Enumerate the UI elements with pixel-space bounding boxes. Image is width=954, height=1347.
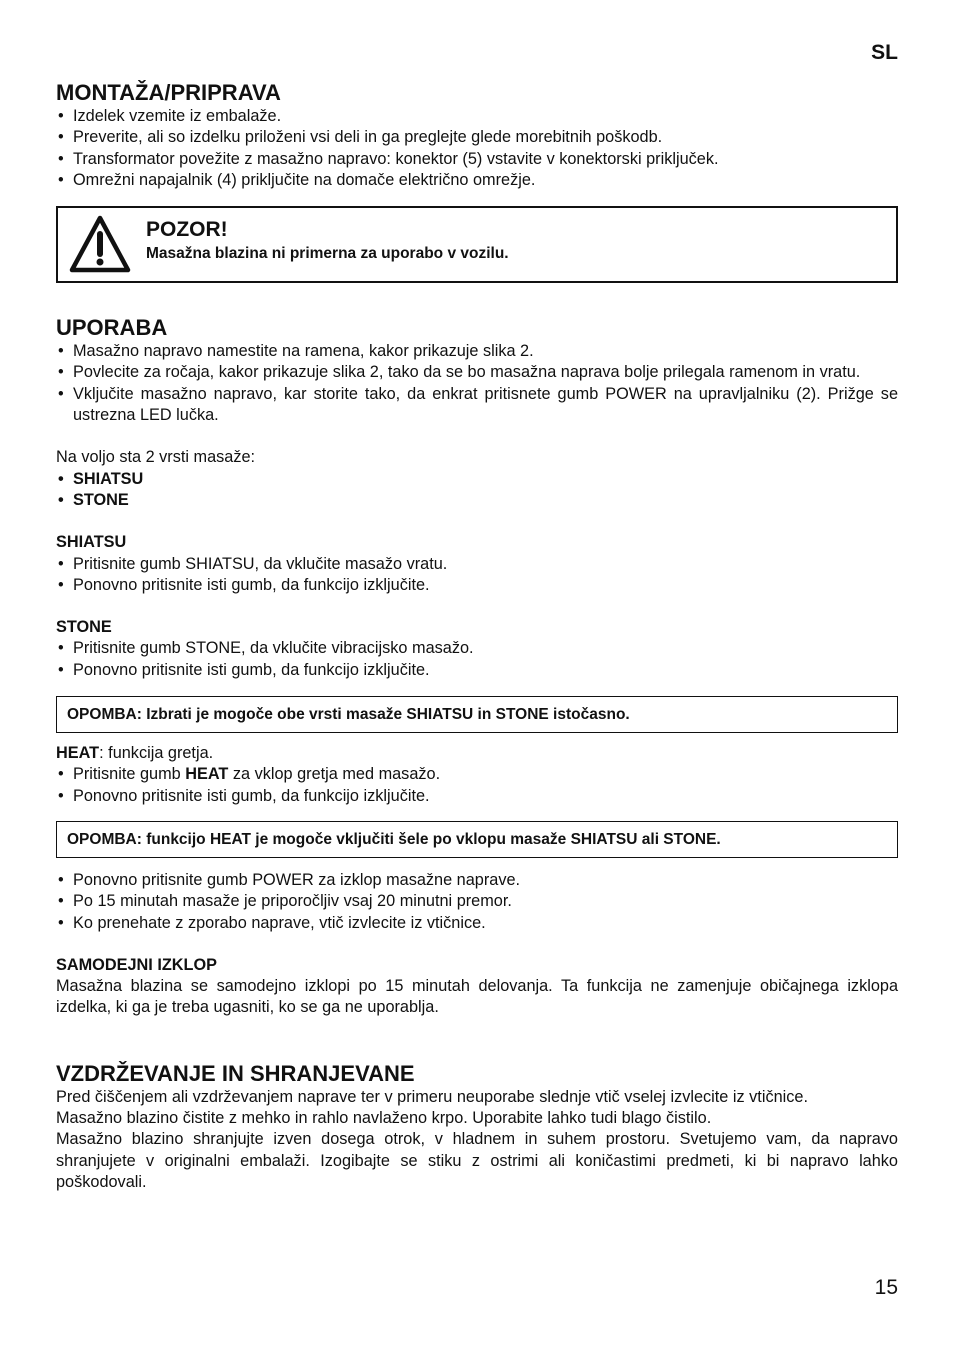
list-item: • Po 15 minutah masaže je priporočljiv vsaj 20 minutni premor.: [56, 891, 898, 912]
page-number: 15: [874, 1276, 898, 1299]
vzdrzevanje-p3: Masažno blazino shranjujte izven dosega otrok, v hladnem in suhem prostoru. Svetujemo vam, da napravo shranjujete v originalni embalaži. Izogibajte se stiku z ostrimi ali koničastimi predmeti, ki bi napravo lahko poškodovali.: [56, 1130, 898, 1191]
list-item: • Ponovno pritisnite isti gumb, da funkcijo izključite.: [56, 575, 898, 596]
stone-list: [56, 638, 898, 681]
list-item: • Ponovno pritisnite isti gumb, da funkcijo izključite.: [56, 786, 898, 807]
uporaba-list: [56, 341, 898, 426]
samodejni-text: Masažna blazina se samodejno izklopi po 15 minutah delovanja. Ta funkcija ne zamenjuje običajnega izklopa izdelka, ki ga je treba ugasniti, ko se ga ne uporablja.: [56, 977, 898, 1017]
warning-title: POZOR!: [146, 218, 228, 242]
section-title-vzdrzevanje: VZDRŽEVANJE IN SHRANJEVANE: [56, 1060, 415, 1086]
note-box: OPOMBA: Izbrati je mogoče obe vrsti masaže SHIATSU in STONE istočasno.: [56, 696, 898, 733]
warning-triangle-icon: [68, 214, 132, 274]
list-item: • Masažno napravo namestite na ramena, kakor prikazuje slika 2.: [56, 341, 898, 362]
vzdrzevanje-p2: Masažno blazino čistite z mehko in rahlo navlaženo krpo. Uporabite lahko tudi blago čistilo.: [56, 1109, 712, 1128]
list-item: • Ko prenehate z zporabo naprave, vtič izvlecite iz vtičnice.: [56, 913, 898, 934]
heat-list: [56, 764, 898, 807]
vzdrzevanje-p1: Pred čiščenjem ali vzdrževanjem naprave ter v primeru neuporabe slednje vtič vselej izvlecite iz vtičnice.: [56, 1087, 808, 1106]
heat-desc: : funkcija gretja.: [99, 744, 214, 763]
section-title-uporaba: UPORABA: [56, 315, 168, 341]
language-code: SL: [871, 41, 898, 64]
list-item: • Pritisnite gumb STONE, da vklučite vibracijsko masažo.: [56, 638, 898, 659]
power-list: [56, 870, 898, 934]
text-fragment: Pritisnite gumb: [73, 765, 186, 784]
shiatsu-list: [56, 554, 898, 597]
list-item: • Izdelek vzemite iz embalaže.: [56, 106, 898, 127]
massage-types-list: [56, 469, 898, 512]
subsection-title-shiatsu: SHIATSU: [56, 533, 127, 552]
heat-description: [56, 743, 898, 764]
list-item: • SHIATSU: [56, 469, 898, 490]
list-item: • Ponovno pritisnite isti gumb, da funkcijo izključite.: [56, 660, 898, 681]
heat-label: HEAT: [56, 744, 100, 763]
list-item: • Povlecite za ročaja, kakor prikazuje slika 2, tako da se bo masažna naprava bolje prilegala ramenom in vratu.: [56, 362, 898, 383]
list-item: • Ponovno pritisnite gumb POWER za izklop masažne naprave.: [56, 870, 898, 891]
list-item: [56, 764, 898, 785]
page-content: [56, 80, 898, 1193]
list-item: • Pritisnite gumb SHIATSU, da vklučite masažo vratu.: [56, 554, 898, 575]
list-item: • Transformator povežite z masažno napravo: konektor (5) vstavite v konektorski priključek.: [56, 149, 898, 170]
warning-box: [56, 206, 898, 283]
warning-text: Masažna blazina ni primerna za uporabo v vozilu.: [146, 245, 509, 263]
subsection-title-stone: STONE: [56, 618, 112, 637]
list-item: • Vključite masažno napravo, kar storite tako, da enkrat pritisnete gumb POWER na upravljalniku (2). Prižge se ustrezna LED lučka.: [56, 384, 898, 427]
list-item: • Preverite, ali so izdelku priloženi vsi deli in ga preglejte glede morebitnih poškodb.: [56, 127, 898, 148]
text-fragment-bold: HEAT: [185, 765, 229, 784]
text-fragment: za vklop gretja med masažo.: [228, 765, 441, 784]
list-item: • Omrežni napajalnik (4) priključite na domače električno omrežje.: [56, 170, 898, 191]
note-box: OPOMBA: funkcijo HEAT je mogoče vključiti šele po vklopu masaže SHIATSU ali STONE.: [56, 821, 898, 858]
massage-types-intro: Na voljo sta 2 vrsti masaže:: [56, 448, 256, 467]
subsection-title-samodejni: SAMODEJNI IZKLOP: [56, 955, 218, 974]
section-title-montaza: MONTAŽA/PRIPRAVA: [56, 80, 281, 105]
list-item: • STONE: [56, 490, 898, 511]
montaza-list: [56, 106, 898, 191]
